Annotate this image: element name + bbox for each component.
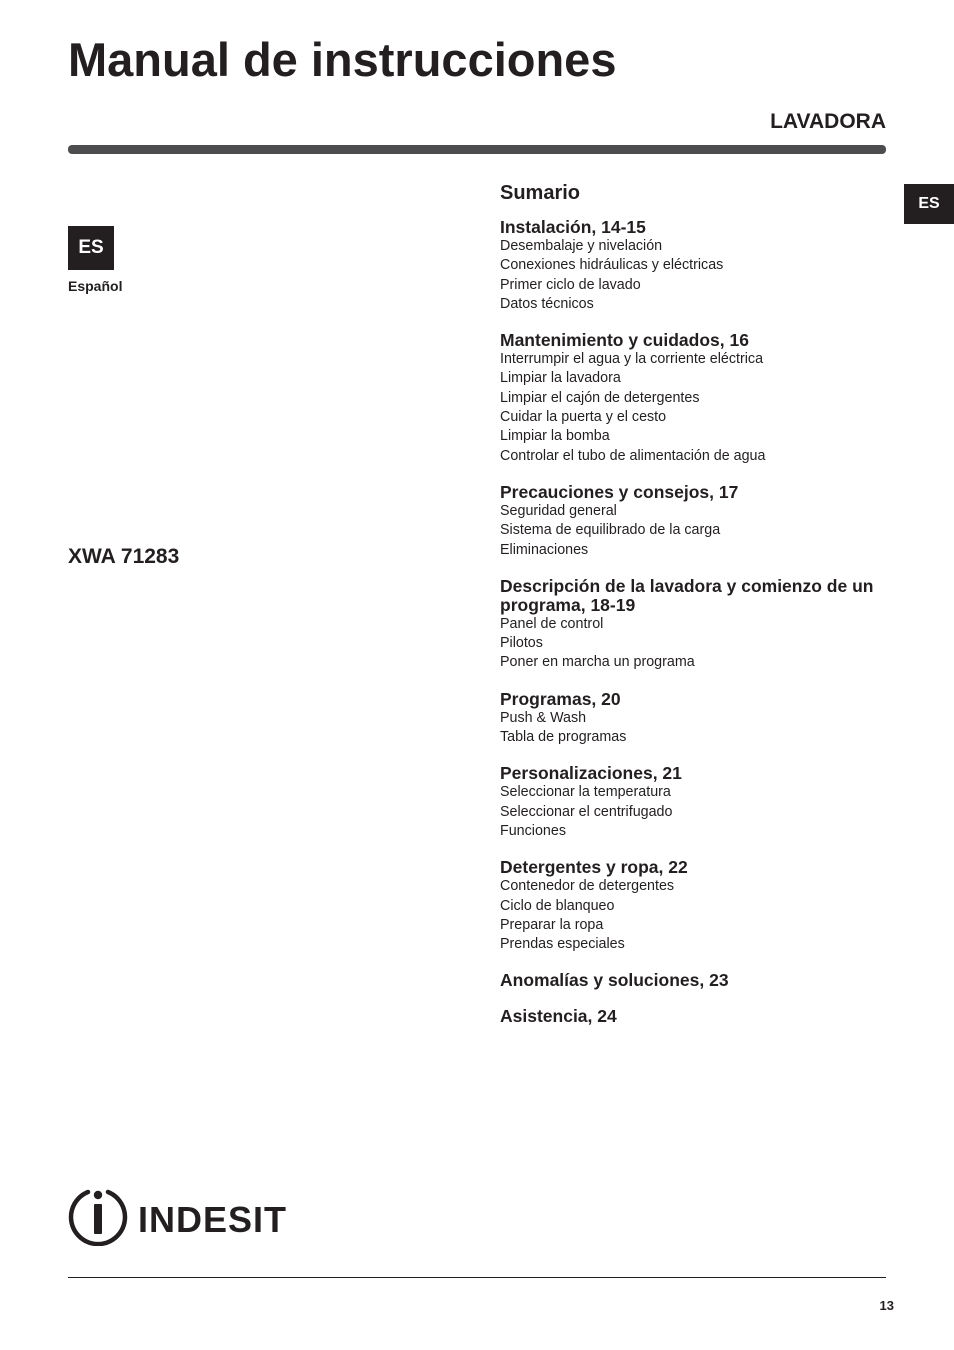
toc-item[interactable]: Push & Wash [500,709,587,726]
toc-section [500,764,890,841]
logo-wordmark: INDESIT [138,1199,288,1240]
toc-section-title[interactable]: Mantenimiento y cuidados, 16 [500,330,749,351]
toc-item[interactable]: Funciones [500,822,566,839]
toc-section-title[interactable]: Asistencia, 24 [500,1006,617,1027]
footer-divider [68,1277,886,1278]
toc-item[interactable]: Seguridad general [500,502,617,519]
toc-section [500,971,890,990]
table-of-contents [500,180,890,1043]
page-number: 13 [879,1298,894,1313]
toc-item[interactable]: Controlar el tubo de alimentación de agua [500,447,766,464]
toc-item[interactable]: Limpiar la bomba [500,428,610,445]
toc-item[interactable]: Poner en marcha un programa [500,654,695,671]
language-badge: ES [68,226,114,270]
indesit-i-icon [71,1191,125,1244]
toc-heading: Sumario [500,182,581,204]
toc-section [500,577,890,673]
model-number: XWA 71283 [68,545,180,568]
toc-item[interactable]: Ciclo de blanqueo [500,897,615,914]
toc-section [500,1007,890,1026]
toc-item[interactable]: Limpiar la lavadora [500,370,621,387]
toc-section-title[interactable]: Programas, 20 [500,688,621,709]
toc-section-title[interactable]: Descripción de la lavadora y comienzo de un programa, 18-19 [500,575,874,615]
toc-section [500,690,890,748]
language-side-tab[interactable]: ES [904,184,954,224]
toc-item[interactable]: Datos técnicos [500,295,594,312]
toc-item[interactable]: Panel de control [500,615,604,632]
toc-section-title[interactable]: Detergentes y ropa, 22 [500,857,688,878]
toc-section-title[interactable]: Anomalías y soluciones, 23 [500,970,729,991]
toc-item[interactable]: Prendas especiales [500,936,625,953]
toc-item[interactable]: Eliminaciones [500,541,589,558]
toc-section-title[interactable]: Precauciones y consejos, 17 [500,481,739,502]
product-type: LAVADORA [770,110,886,133]
page-title: Manual de instrucciones [68,33,617,86]
toc-section-title[interactable]: Personalizaciones, 21 [500,763,682,784]
toc-item[interactable]: Conexiones hidráulicas y eléctricas [500,257,724,274]
toc-item[interactable]: Tabla de programas [500,729,627,746]
toc-item[interactable]: Seleccionar la temperatura [500,784,671,801]
toc-item[interactable]: Sistema de equilibrado de la carga [500,522,721,539]
toc-section [500,858,890,954]
toc-item[interactable]: Desembalaje y nivelación [500,238,663,254]
toc-item[interactable]: Cuidar la puerta y el cesto [500,409,667,426]
toc-item[interactable]: Preparar la ropa [500,916,604,933]
toc-item[interactable]: Interrumpir el agua y la corriente eléctrica [500,351,764,368]
indesit-logo [68,1186,300,1246]
toc-section [500,218,890,314]
toc-item[interactable]: Limpiar el cajón de detergentes [500,389,700,406]
language-name: Español [68,278,123,294]
toc-section-title[interactable]: Instalación, 14-15 [500,217,646,237]
toc-section [500,483,890,560]
toc-sections [500,218,890,1026]
header-divider [68,145,886,154]
toc-item[interactable]: Contenedor de detergentes [500,878,675,895]
toc-section [500,331,890,466]
toc-item[interactable]: Seleccionar el centrifugado [500,803,673,820]
toc-item[interactable]: Primer ciclo de lavado [500,276,641,293]
toc-item[interactable]: Pilotos [500,635,543,652]
